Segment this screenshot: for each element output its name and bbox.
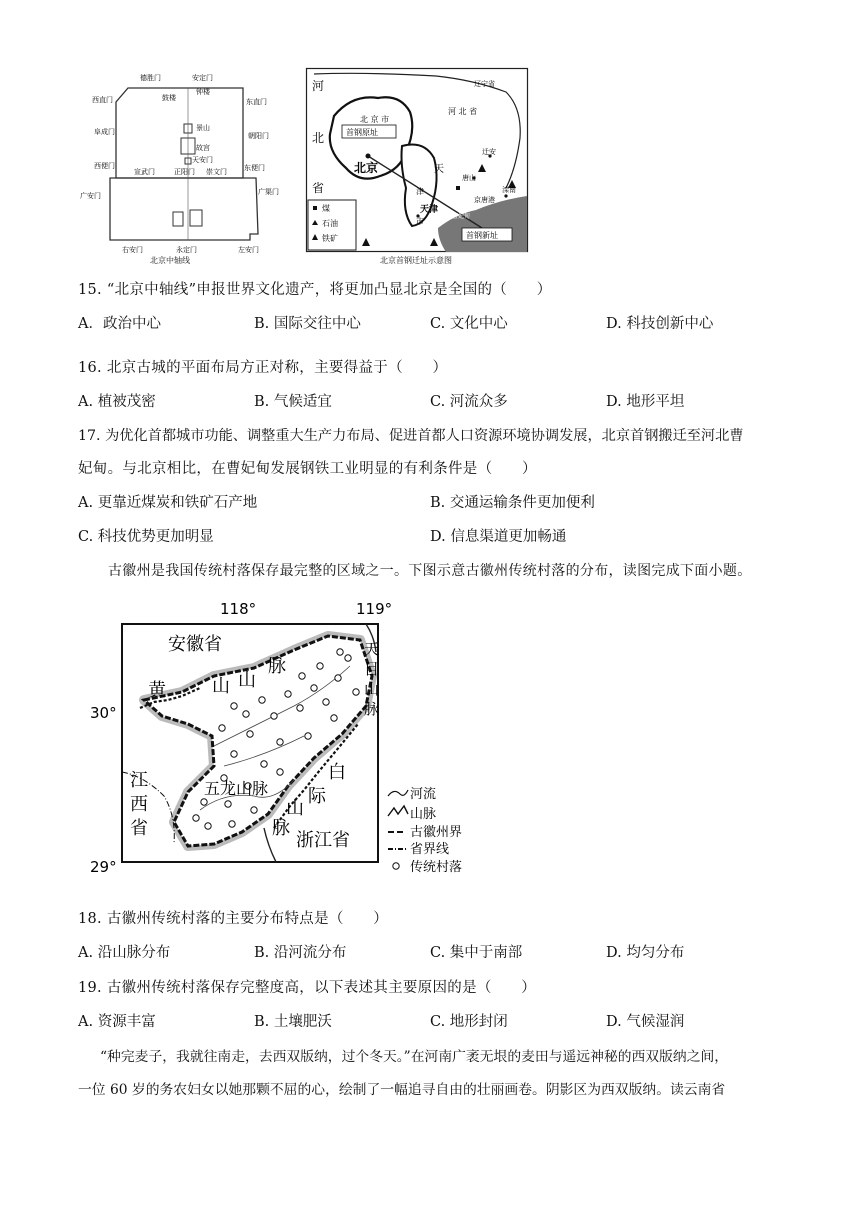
label-tian: 天 — [364, 640, 380, 658]
label-huang: 黄 — [148, 680, 166, 701]
label-tangshan: 唐山 — [462, 174, 476, 182]
gate-xibianmen: 西便门 — [94, 162, 115, 170]
label-wulong: 五龙山脉 — [204, 779, 269, 798]
q15-option-c[interactable]: C. 文化中心 — [430, 316, 508, 332]
q15-option-a[interactable]: A．政治中心 — [78, 316, 161, 332]
gate-yongdingmen: 永定门 — [176, 246, 197, 254]
lat-30-label: 30° — [90, 704, 117, 722]
label-shan-2: 山 — [238, 670, 256, 691]
gate-youanmen: 右安门 — [122, 246, 143, 254]
zhonglou-label: 钟楼 — [196, 88, 210, 96]
legend-coal: 煤 — [322, 204, 330, 213]
label-zhejiang: 浙江省 — [296, 830, 350, 851]
label-beijing-shi: 北 京 市 — [360, 115, 390, 124]
q15-option-b[interactable]: B. 国际交往中心 — [254, 316, 361, 332]
label-tian: 天 — [434, 164, 444, 175]
gate-deshengmen: 德胜门 — [140, 74, 161, 82]
label-shi: 市 — [416, 217, 424, 226]
label-beijing: 北京 — [354, 161, 379, 175]
passage-line-2: 一位 60 岁的务农妇女以她那颗不屈的心，绘制了一幅追寻自由的壮丽画卷。阴影区为西双版纳。读云南省 — [78, 1082, 726, 1098]
label-sheng: 省 — [312, 181, 325, 195]
legend-oil: 石油 — [322, 219, 338, 228]
label-shan-4: 山 — [364, 680, 380, 698]
legend-mountain: 山脉 — [410, 807, 437, 822]
legend-province: 省界线 — [410, 842, 450, 857]
question-16-stem: 16. 北京古城的平面布局方正对称，主要得益于（ ） — [78, 360, 448, 376]
q18-option-d[interactable]: D. 均匀分布 — [606, 945, 685, 961]
label-jin: 津 — [416, 187, 424, 196]
gate-dongzhimen: 东直门 — [246, 98, 267, 106]
lon-119-label: 119° — [356, 600, 393, 618]
gate-guangqumen: 广渠门 — [258, 188, 279, 196]
label-mai-2: 脉 — [272, 818, 290, 839]
q18-option-a[interactable]: A. 沿山脉分布 — [78, 945, 171, 961]
question-17-stem-line1: 17. 为优化首都城市功能、调整重大生产力布局、促进首都人口资源环境协调发展，北京首钢搬迁至河北曹 — [78, 428, 744, 444]
label-mai-3: 脉 — [364, 700, 380, 718]
q16-option-c[interactable]: C. 河流众多 — [430, 394, 508, 410]
label-liaoning: 辽宁省 — [474, 80, 495, 88]
label-qianan: 迁安 — [482, 148, 496, 156]
q17-option-b[interactable]: B. 交通运输条件更加便利 — [430, 495, 595, 511]
huizhou-legend — [386, 784, 486, 876]
q17-option-a[interactable]: A. 更靠近煤炭和铁矿石产地 — [78, 495, 258, 511]
label-jiangxi-2: 西 — [130, 794, 148, 815]
question-15-stem: 15. “北京中轴线”申报世界文化遗产，将更加凸显北京是全国的（ ） — [78, 282, 552, 298]
label-luannan: 滦南 — [502, 186, 516, 194]
label-anhui: 安徽省 — [168, 634, 222, 655]
label-he: 河 — [312, 79, 325, 93]
q15-option-d[interactable]: D. 科技创新中心 — [606, 316, 714, 332]
gate-chongwenmen: 崇文门 — [206, 168, 227, 176]
tiananmen-label: 天安门 — [192, 156, 213, 164]
gate-guanganmen: 广安门 — [80, 192, 101, 200]
label-jingtanggang: 京唐港 — [474, 196, 495, 204]
gate-dongbianmen: 东便门 — [244, 164, 265, 172]
q16-option-d[interactable]: D. 地形平坦 — [606, 394, 685, 410]
question-18-stem: 18. 古徽州传统村落的主要分布特点是（ ） — [78, 911, 389, 927]
shougang-map — [306, 68, 528, 252]
q19-option-b[interactable]: B. 土壤肥沃 — [254, 1014, 332, 1030]
label-bai: 白 — [328, 762, 346, 783]
q19-option-d[interactable]: D. 气候湿润 — [606, 1014, 685, 1030]
old-site-label: 首钢原址 — [346, 128, 378, 137]
huizhou-intro: 古徽州是我国传统村落保存最完整的区域之一。下图示意古徽州传统村落的分布，读图完成下面小题。 — [108, 563, 752, 579]
gate-chaoyangmen: 朝阳门 — [248, 132, 269, 140]
shougang-caption: 北京首钢迁址示意图 — [380, 256, 452, 265]
jingshan-label: 景山 — [196, 124, 210, 132]
beijing-axis-caption: 北京中轴线 — [150, 256, 190, 265]
gate-xuanwumen: 宣武门 — [134, 168, 155, 176]
legend-iron: 铁矿 — [322, 234, 338, 243]
q16-option-a[interactable]: A. 植被茂密 — [78, 394, 156, 410]
legend-boundary: 古徽州界 — [410, 825, 463, 840]
gate-zhengyangmen: 正阳门 — [174, 168, 195, 176]
question-19-stem: 19. 古徽州传统村落保存完整度高，以下表述其主要原因的是（ ） — [78, 980, 537, 996]
passage-line-1: “种完麦子，我就往南走，去西双版纳，过个冬天。”在河南广袤无垠的麦田与遥远神秘的西双版纳之间， — [100, 1049, 729, 1065]
label-shan-1: 山 — [212, 676, 230, 697]
legend-village: 传统村落 — [410, 860, 463, 875]
label-hebei: 河 北 省 — [448, 107, 478, 116]
label-shan-3: 山 — [286, 798, 304, 819]
label-jiangxi-3: 省 — [130, 818, 148, 839]
gugong-label: 故宫 — [196, 144, 210, 152]
label-tianjin: 天津 — [420, 205, 439, 215]
gate-zuoanmen: 左安门 — [238, 246, 259, 254]
label-ji: 际 — [308, 786, 326, 807]
label-mu: 目 — [364, 660, 380, 678]
q18-option-c[interactable]: C. 集中于南部 — [430, 945, 523, 961]
q19-option-c[interactable]: C. 地形封闭 — [430, 1014, 508, 1030]
q18-option-b[interactable]: B. 沿河流分布 — [254, 945, 347, 961]
lat-29-label: 29° — [90, 858, 117, 876]
lon-118-label: 118° — [220, 600, 257, 618]
label-mai-1: 脉 — [268, 656, 286, 677]
legend-river: 河流 — [410, 787, 437, 802]
label-jiangxi-1: 江 — [130, 770, 148, 791]
question-17-stem-line2: 妃甸。与北京相比，在曹妃甸发展钢铁工业明显的有利条件是（ ） — [78, 461, 537, 477]
gate-fuchengmen: 阜成门 — [94, 128, 115, 136]
label-caofeidian: 曹妃甸 — [452, 213, 471, 220]
q19-option-a[interactable]: A. 资源丰富 — [78, 1014, 156, 1030]
beijing-axis-map — [78, 66, 290, 266]
gulou-label: 鼓楼 — [162, 94, 176, 102]
q16-option-b[interactable]: B. 气候适宜 — [254, 394, 332, 410]
label-bei: 北 — [312, 131, 325, 145]
new-site-label: 首钢新址 — [466, 231, 498, 240]
gate-andingmen: 安定门 — [192, 74, 213, 82]
q17-option-d[interactable]: D. 信息渠道更加畅通 — [430, 529, 567, 545]
q17-option-c[interactable]: C. 科技优势更加明显 — [78, 529, 214, 545]
gate-xizhimen: 西直门 — [92, 96, 113, 104]
